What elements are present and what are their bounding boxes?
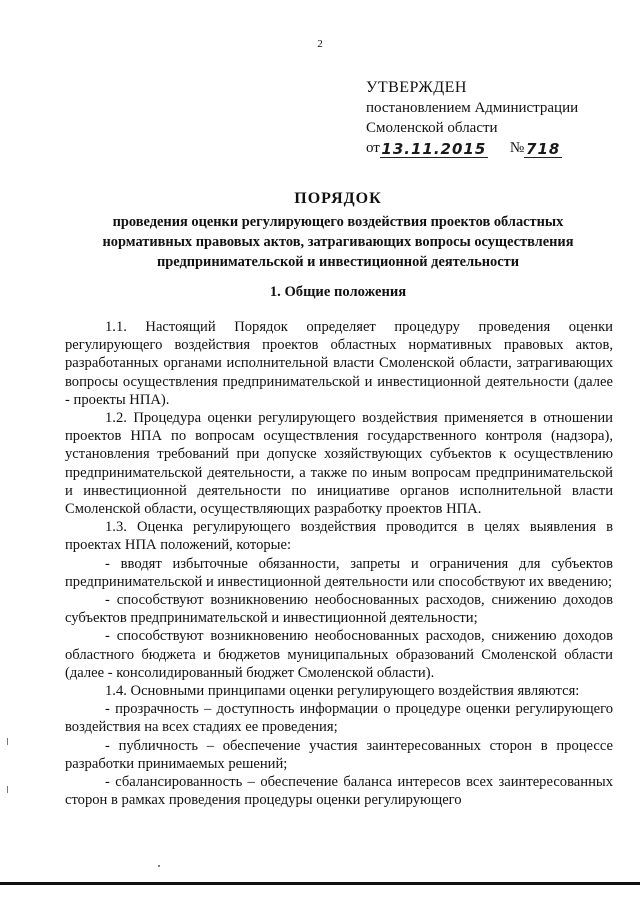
bullet-paragraph: - вводят избыточные обязанности, запреты и ограничения для субъектов предпринимательской и инвестиционной деятельности или способствуют их введению; <box>65 555 613 590</box>
document-body <box>65 318 613 809</box>
scan-margin-mark <box>7 786 8 793</box>
bullet-paragraph: - способствуют возникновению необоснованных расходов, снижению доходов областного бюджета и бюджетов муниципальных образований Смоленской области (далее - консолидированный бюджет Смоленской области). <box>65 628 613 681</box>
number-prefix: № <box>509 140 525 156</box>
subtitle-line: предпринимательской и инвестиционной деятельности <box>156 254 519 270</box>
bullet-paragraph: - способствуют возникновению необоснованных расходов, снижению доходов субъектов предпринимательской и инвестиционной деятельности; <box>65 592 613 627</box>
paragraph: 1.3. Оценка регулирующего воздействия проводится в целях выявления в проектах НПА положений, которые: <box>65 519 613 554</box>
bullet-paragraph: - сбалансированность – обеспечение баланса интересов всех заинтересованных сторон в рамках проведения процедуры оценки регулирующего <box>65 774 613 809</box>
scan-dot <box>158 865 160 867</box>
paragraph: 1.4. Основными принципами оценки регулирующего воздействия являются: <box>105 683 580 700</box>
paragraph: 1.1. Настоящий Порядок определяет процедуру проведения оценки регулирующего воздействия проектов областных нормативных правовых актов, разработанных органами исполнительной власти Смоленской области, затрагивающих вопросы осуществления предпринимательской и инвестиционной деятельности (далее - проекты НПА). <box>65 319 613 408</box>
page-number: 2 <box>317 38 323 50</box>
subtitle-line: проведения оценки регулирующего воздействия проектов областных <box>112 214 564 230</box>
approval-stamp <box>366 78 578 158</box>
document-title: ПОРЯДОК <box>294 190 382 207</box>
number-field <box>524 139 562 158</box>
section-heading: 1. Общие положения <box>269 284 407 300</box>
approval-date-number-line <box>366 138 578 158</box>
document-subtitle <box>60 212 616 272</box>
date-prefix: от <box>366 140 380 156</box>
approval-line-1: постановлением Администрации <box>366 100 579 116</box>
scan-margin-mark <box>7 738 8 745</box>
approved-label: УТВЕРЖДЕН <box>366 79 467 96</box>
scan-bottom-edge <box>0 882 640 885</box>
date-field <box>380 139 488 158</box>
bullet-paragraph: - публичность – обеспечение участия заинтересованных сторон в процессе разработки принимаемых решений; <box>65 737 613 772</box>
subtitle-line: нормативных правовых актов, затрагивающих вопросы осуществления <box>102 234 574 250</box>
bullet-paragraph: - прозрачность – доступность информации о процедуре оценки регулирующего воздействия на всех стадиях ее проведения; <box>65 701 613 736</box>
handwritten-number: 718 <box>526 140 561 158</box>
approval-line-2: Смоленской области <box>366 120 498 136</box>
handwritten-date: 13.11.2015 <box>381 140 487 158</box>
paragraph: 1.2. Процедура оценки регулирующего воздействия применяется в отношении проектов НПА по вопросам осуществления государственного контроля (надзора), установления требований при допуске хозяйствующих субъектов к осуществлению предпринимательской деятельности, а также по иным вопросам предпринимательской и инвестиционной деятельности по инициативе органов исполнительной власти Смоленской области, осуществляющих разработку проектов НПА. <box>65 410 613 518</box>
